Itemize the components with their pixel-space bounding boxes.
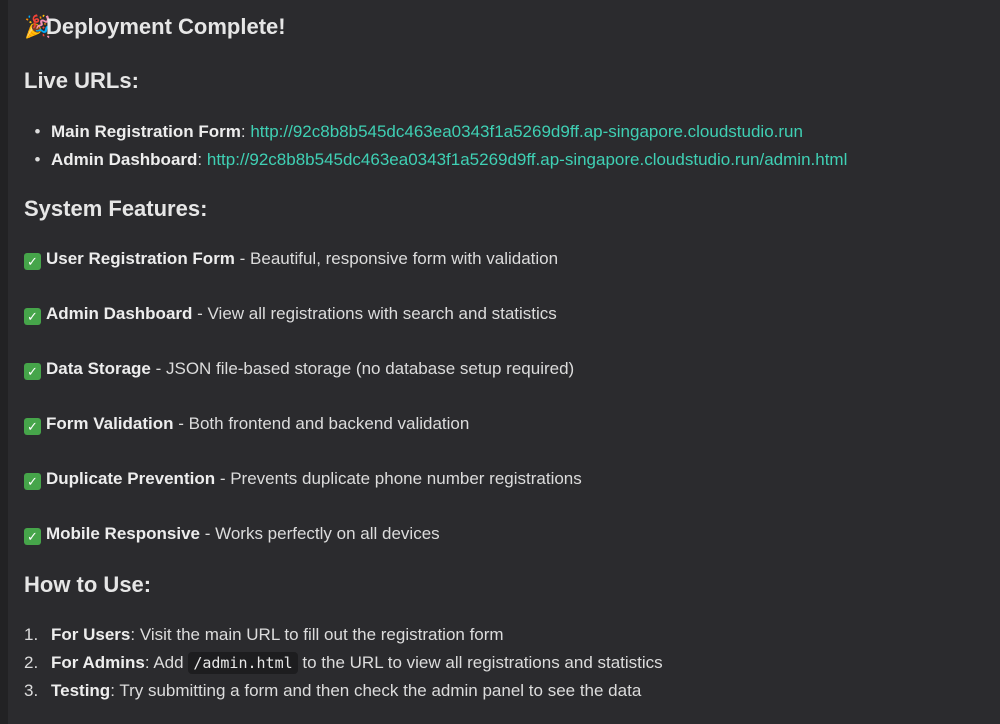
live-urls-heading: Live URLs: bbox=[24, 68, 139, 93]
feature-item bbox=[24, 302, 557, 326]
url-label: Main Registration Form bbox=[51, 122, 241, 141]
page-title-text: Deployment Complete! bbox=[46, 14, 286, 39]
feature-item bbox=[24, 247, 558, 271]
step-text-after: to the URL to view all registrations and statistics bbox=[297, 653, 663, 672]
step-text-before: : Add bbox=[144, 653, 189, 672]
list-item bbox=[24, 118, 847, 146]
page-title bbox=[24, 14, 286, 40]
feature-item bbox=[24, 522, 440, 546]
step-label: Testing bbox=[51, 681, 111, 700]
how-to-use-heading: How to Use: bbox=[24, 572, 152, 597]
step-label: For Admins bbox=[51, 653, 145, 672]
feature-name: Data Storage bbox=[46, 359, 151, 378]
check-mark-icon: ✓ bbox=[24, 363, 41, 380]
list-item bbox=[24, 146, 847, 174]
step-number: 3. bbox=[24, 681, 39, 700]
step-label: For Users bbox=[51, 625, 131, 644]
check-mark-icon: ✓ bbox=[24, 473, 41, 490]
inline-code: /admin.html bbox=[188, 652, 297, 674]
feature-name: Form Validation bbox=[46, 414, 174, 433]
feature-item bbox=[24, 412, 469, 436]
feature-desc: - Beautiful, responsive form with validation bbox=[234, 249, 559, 268]
how-to-use-list bbox=[24, 621, 663, 705]
party-popper-icon: 🎉 bbox=[24, 14, 52, 39]
list-item bbox=[24, 677, 663, 705]
check-mark-icon: ✓ bbox=[24, 418, 41, 435]
admin-dashboard-link[interactable]: http://92c8b8b545dc463ea0343f1a5269d9ff.ap-singapore.cloudstudio.run/admin.html bbox=[206, 150, 848, 169]
bullet-icon: • bbox=[34, 150, 41, 169]
url-label: Admin Dashboard bbox=[51, 150, 198, 169]
feature-desc: - Works perfectly on all devices bbox=[199, 524, 440, 543]
check-mark-icon: ✓ bbox=[24, 253, 41, 270]
main-registration-link[interactable]: http://92c8b8b545dc463ea0343f1a5269d9ff.ap-singapore.cloudstudio.run bbox=[250, 122, 803, 141]
bullet-icon: • bbox=[34, 122, 41, 141]
feature-name: Duplicate Prevention bbox=[46, 469, 216, 488]
feature-name: Mobile Responsive bbox=[46, 524, 200, 543]
check-mark-icon: ✓ bbox=[24, 528, 41, 545]
feature-name: User Registration Form bbox=[46, 249, 235, 268]
feature-name: Admin Dashboard bbox=[46, 304, 193, 323]
step-text: : Try submitting a form and then check the admin panel to see the data bbox=[110, 681, 642, 700]
url-separator: : bbox=[197, 150, 207, 169]
list-item bbox=[24, 649, 663, 677]
system-features-heading: System Features: bbox=[24, 196, 208, 221]
live-urls-list bbox=[24, 118, 847, 174]
feature-desc: - JSON file-based storage (no database setup required) bbox=[150, 359, 575, 378]
feature-desc: - Prevents duplicate phone number registrations bbox=[215, 469, 582, 488]
step-number: 1. bbox=[24, 625, 39, 644]
left-gutter bbox=[0, 0, 8, 724]
step-text: : Visit the main URL to fill out the registration form bbox=[130, 625, 504, 644]
list-item bbox=[24, 621, 663, 649]
feature-item bbox=[24, 467, 582, 491]
url-separator: : bbox=[240, 122, 251, 141]
step-number: 2. bbox=[24, 653, 39, 672]
feature-desc: - View all registrations with search and statistics bbox=[192, 304, 557, 323]
feature-desc: - Both frontend and backend validation bbox=[173, 414, 470, 433]
feature-item bbox=[24, 357, 574, 381]
check-mark-icon: ✓ bbox=[24, 308, 41, 325]
